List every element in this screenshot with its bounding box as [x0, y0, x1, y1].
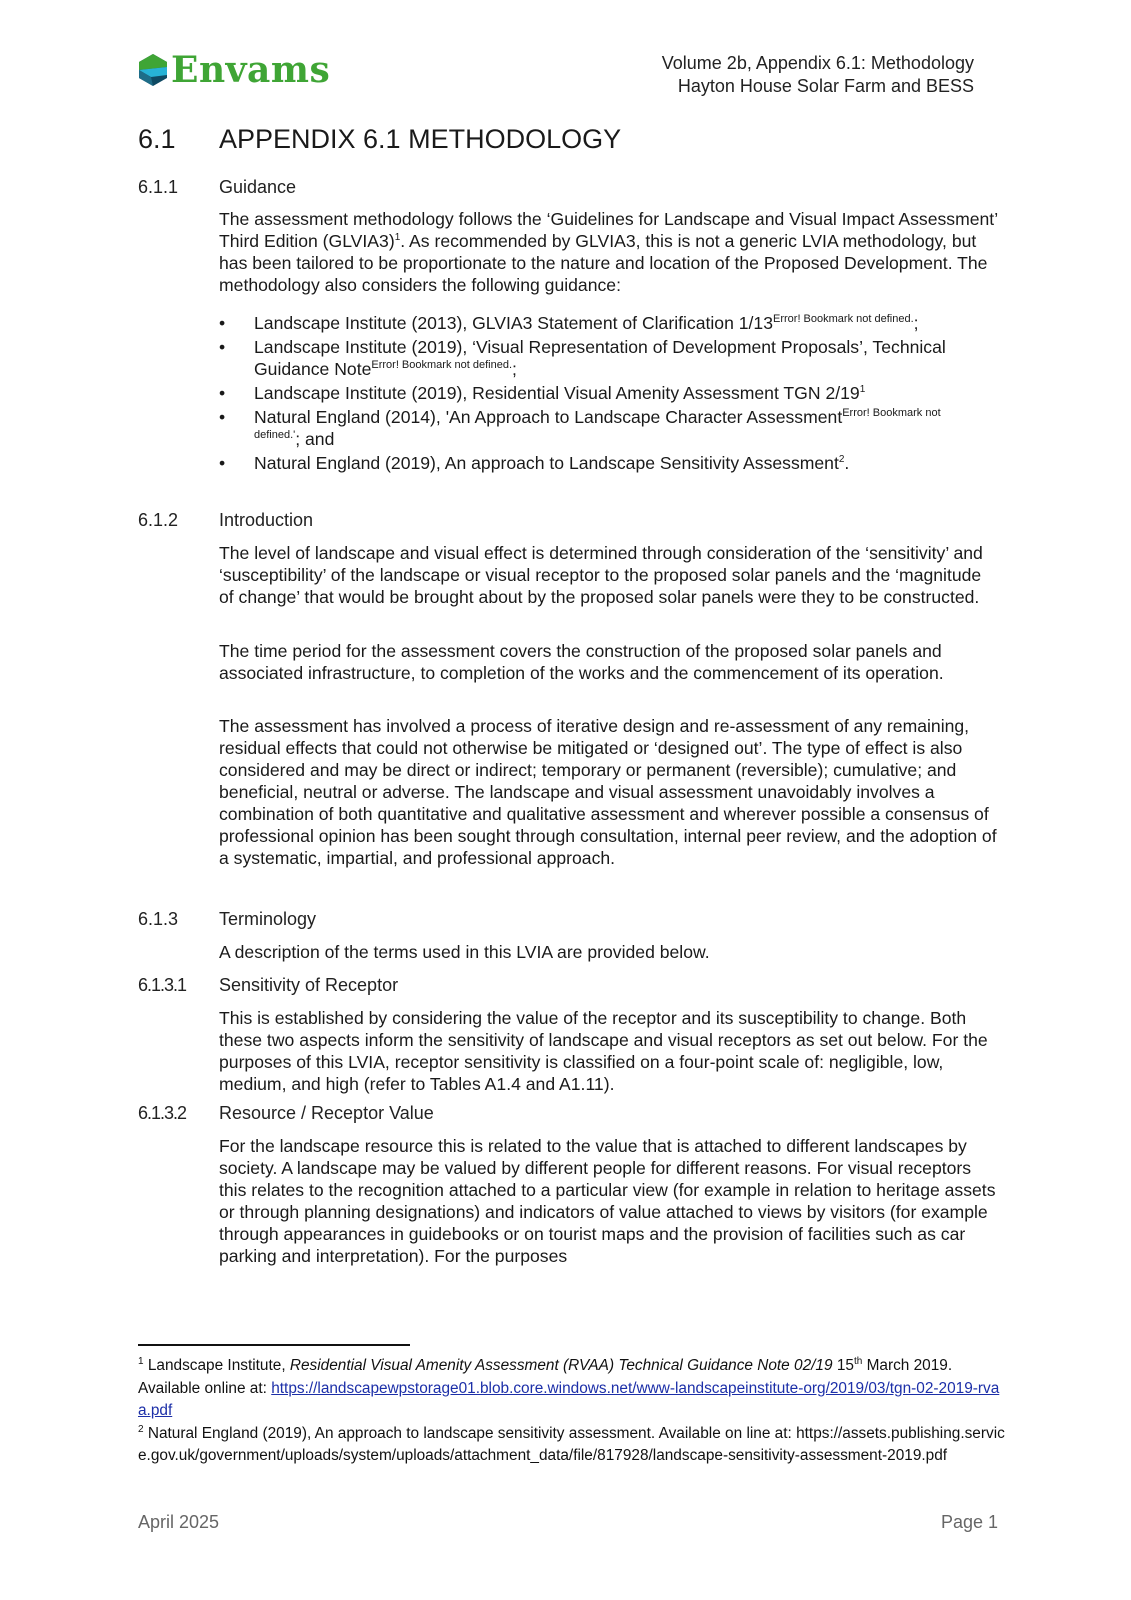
list-item-text: Landscape Institute (2019), ‘Visual Representation of Development Proposals’, Technical Guidance Note [254, 337, 946, 379]
text: March 2019. Available online at: [138, 1357, 953, 1397]
heading-number: 6.1 [138, 124, 176, 154]
logo-text: Envams [171, 49, 331, 91]
list-item [219, 312, 979, 334]
list-item [219, 406, 979, 450]
value-paragraph [219, 1135, 999, 1267]
text: The assessment methodology follows the ‘Guidelines for Landscape and Visual Impact Assessment’ Third Edition (GLVIA3) [219, 209, 998, 251]
text: This is established by considering the value of the receptor and its susceptibility to change. Both these two aspects inform the sensitivity of landscape and visual receptors as set out below. For the purposes of this LVIA, receptor sensitivity is classified on a four-point scale of: negligible, low, medium, and high (refer to Tables A1.4 and A1.11). [219, 1008, 988, 1094]
bullet-icon: • [219, 337, 226, 357]
introduction-paragraph-3 [219, 715, 999, 869]
section-number: 6.1.3 [138, 909, 179, 929]
guidance-paragraph [219, 208, 999, 296]
footnote-ref[interactable]: 1 [394, 232, 401, 244]
text: 15 [832, 1357, 854, 1374]
list-item-text: Landscape Institute (2019), Residential Visual Amenity Assessment TGN 2/19 [254, 383, 860, 403]
footnote-ref: Error! Bookmark not defined. [773, 313, 914, 326]
envams-hexagon-icon [137, 53, 169, 87]
project-title: Hayton House Solar Farm and BESS [677, 76, 974, 96]
section-number: 6.1.3.1 [138, 975, 187, 995]
footnote-1-link[interactable]: https://landscapewpstorage01.blob.core.windows.net/www-landscapeinstitute-org/2019/03/tgn-02-2019-rvaa.pdf [138, 1379, 1000, 1419]
document-volume-title: Volume 2b, Appendix 6.1: Methodology [661, 53, 974, 73]
introduction-paragraph-2 [219, 640, 999, 684]
section-title: Sensitivity of Receptor [219, 975, 399, 995]
bullet-icon: • [219, 383, 226, 403]
footnote-mark: 1 [138, 1355, 144, 1367]
text: . As recommended by GLVIA3, this is not a generic LVIA methodology, but has been tailored to be proportionate to the nature and location of the Proposed Development. The methodology also considers the following guidance: [219, 231, 988, 295]
list-item [219, 336, 979, 380]
bullet-icon: • [219, 313, 226, 333]
section-number: 6.1.1 [138, 177, 179, 197]
bullet-icon: • [219, 407, 226, 427]
document-header [662, 52, 974, 98]
text: The time period for the assessment covers the construction of the proposed solar panels and associated infrastructure, to completion of the works and the commencement of its operation. [219, 641, 944, 683]
text: Natural England (2019), An approach to landscape sensitivity assessment. Available on line at: [143, 1424, 797, 1442]
envams-logo [137, 49, 331, 91]
footnote-ref[interactable]: 1 [859, 384, 866, 396]
ordinal-suffix: th [853, 1355, 863, 1367]
list-item-text: Natural England (2014), 'An Approach to Landscape Character Assessment [254, 407, 843, 427]
heading-text: APPENDIX 6.1 METHODOLOGY [219, 124, 622, 154]
footnote-2-url: https://assets.publishing.service.gov.uk/government/uploads/system/uploads/attachment_data/file/817928/landscape-sensitivity-assessment-2019.pdf [138, 1424, 1005, 1464]
terminology-paragraph [219, 941, 999, 963]
section-number: 6.1.2 [138, 510, 179, 530]
text: ; [913, 313, 919, 333]
section-title: Terminology [219, 909, 317, 929]
sensitivity-paragraph [219, 1007, 999, 1095]
bullet-icon: • [219, 453, 226, 473]
guidance-list [219, 312, 979, 476]
page-number: Page 1 [940, 1512, 998, 1532]
list-item-text: Landscape Institute (2013), GLVIA3 Statement of Clarification 1/13 [254, 313, 773, 333]
footnote-2 [138, 1423, 1008, 1468]
footnote-ref: Error! Bookmark not defined.' [254, 407, 941, 442]
footnote-ref: Error! Bookmark not defined. [371, 359, 512, 372]
footnotes [138, 1355, 1008, 1468]
footnote-ref[interactable]: 2 [838, 454, 845, 466]
footnote-1 [138, 1355, 1008, 1423]
footnote-separator [138, 1344, 410, 1346]
section-title: Introduction [219, 510, 314, 530]
introduction-paragraph-1 [219, 542, 999, 608]
text: Landscape Institute, [143, 1357, 290, 1374]
text: ; [512, 359, 517, 379]
list-item [219, 382, 979, 404]
text: The assessment has involved a process of iterative design and re-assessment of any remaining, residual effects that could not otherwise be mitigated or ‘designed out’. The type of effect is also considered and may be direct or indirect; temporary or permanent (reversible); cumulative; and beneficial, neutral or adverse. The landscape and visual assessment unavoidably involves a combination of both quantitative and qualitative assessment and wherever possible a consensus of professional opinion has been sought through consultation, internal peer review, and the adoption of a systematic, impartial, and professional approach. [219, 716, 997, 868]
text: The level of landscape and visual effect is determined through consideration of the ‘sensitivity’ and ‘susceptibility’ of the landscape or visual receptor to the proposed solar panels and the ‘magnitude of change’ that would be brought about by the proposed solar panels were they to be constructed. [219, 543, 983, 607]
section-title: Resource / Receptor Value [219, 1103, 434, 1123]
text: . [844, 453, 850, 473]
text: ; and [295, 429, 335, 449]
footer-date: April 2025 [138, 1512, 220, 1532]
section-title: Guidance [219, 177, 297, 197]
footnote-title: Residential Visual Amenity Assessment (RVAA) Technical Guidance Note 02/19 [289, 1357, 833, 1374]
text: A description of the terms used in this LVIA are provided below. [219, 942, 710, 962]
list-item-text: Natural England (2019), An approach to Landscape Sensitivity Assessment [254, 453, 839, 473]
list-item [219, 452, 979, 474]
section-number: 6.1.3.2 [138, 1103, 187, 1123]
footnote-mark: 2 [138, 1423, 144, 1435]
text: For the landscape resource this is related to the value that is attached to different landscapes by society. A landscape may be valued by different people for different reasons. For visual receptors this relates to the recognition attached to a particular view (for example in relation to heritage assets or through planning designations) and indicators of value attached to views by visitors (for example through appearances in guidebooks or on tourist maps and the provision of facilities such as car parking and interpretation). For the purposes [219, 1136, 996, 1266]
